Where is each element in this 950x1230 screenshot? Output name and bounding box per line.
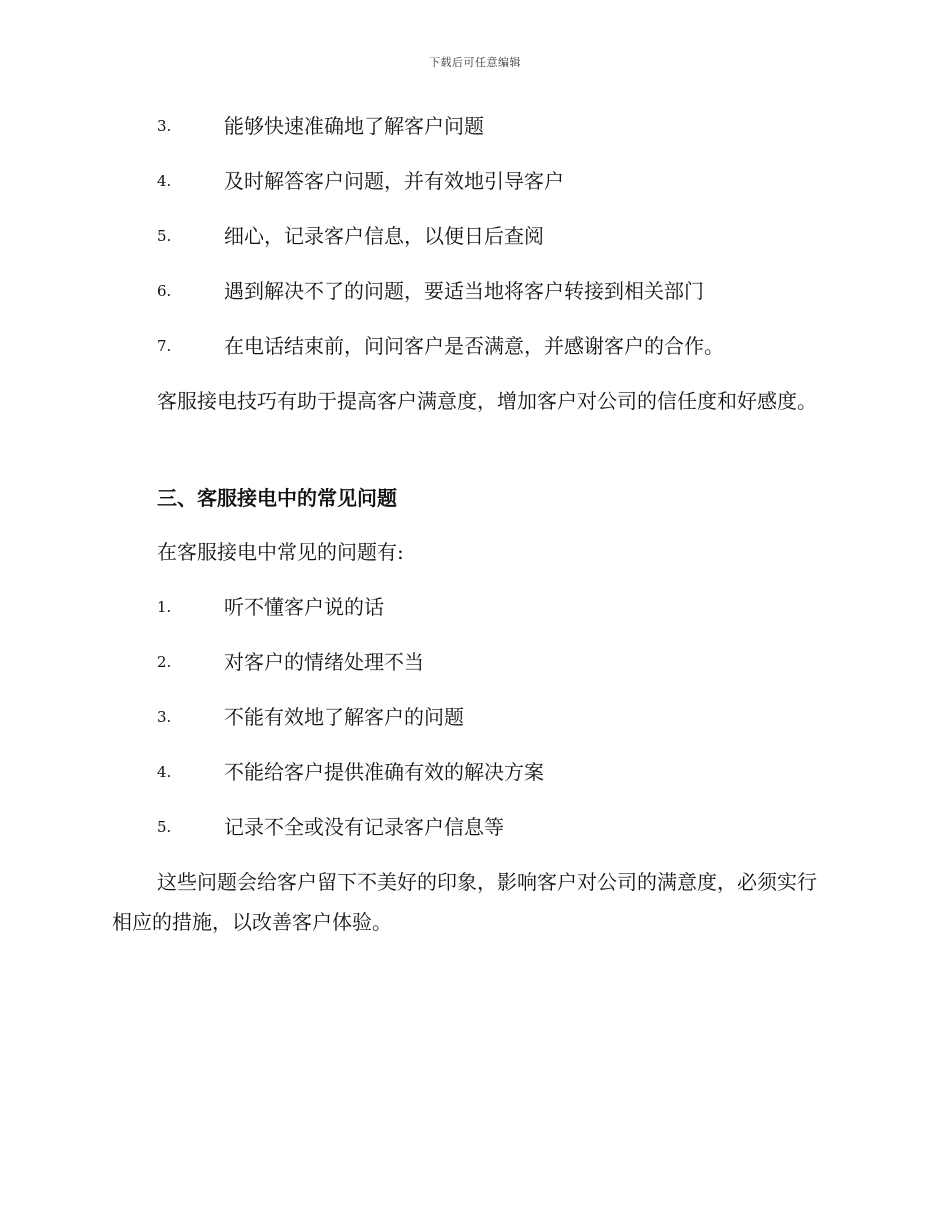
list-item-number: 3.	[157, 117, 172, 135]
list-item-number: 6.	[157, 282, 172, 300]
paragraph: 这些问题会给客户留下不美好的印象，影响客户对公司的满意度，必须实行相应的措施，以改善客户体验。	[112, 870, 817, 934]
list-item-number: 1.	[157, 598, 172, 616]
list-item	[157, 757, 544, 787]
list-item	[157, 111, 484, 141]
list-item-number: 5.	[157, 227, 172, 245]
list-item-number: 5.	[157, 818, 172, 836]
list-item	[157, 702, 464, 732]
list-item	[157, 331, 724, 361]
page-header: 下载后可任意编辑	[429, 56, 521, 69]
list-item-text: 不能给客户提供准确有效的解决方案	[224, 760, 544, 784]
section-heading: 三、客服接电中的常见问题	[157, 486, 397, 510]
list-item-text: 记录不全或没有记录客户信息等	[224, 815, 504, 839]
list-item-text: 在电话结束前，问问客户是否满意，并感谢客户的合作。	[224, 334, 724, 358]
list-item	[157, 166, 564, 196]
list-item-text: 及时解答客户问题，并有效地引导客户	[224, 169, 564, 193]
list-item-text: 对客户的情绪处理不当	[224, 650, 424, 674]
list-item-number: 7.	[157, 337, 172, 355]
list-item-number: 4.	[157, 172, 172, 190]
paragraph: 客服接电技巧有助于提高客户满意度，增加客户对公司的信任度和好感度。	[157, 389, 817, 413]
list-item-text: 能够快速准确地了解客户问题	[224, 114, 484, 138]
section-intro: 在客服接电中常见的问题有:	[157, 540, 404, 564]
list-item-text: 遇到解决不了的问题，要适当地将客户转接到相关部门	[224, 279, 704, 303]
list-item-number: 2.	[157, 653, 172, 671]
list-item-text: 听不懂客户说的话	[224, 595, 384, 619]
list-item	[157, 276, 704, 306]
list-item	[157, 647, 424, 677]
list-item-number: 3.	[157, 708, 172, 726]
list-item-number: 4.	[157, 763, 172, 781]
list-item	[157, 221, 544, 251]
list-item-text: 细心，记录客户信息，以便日后查阅	[224, 224, 544, 248]
list-item	[157, 812, 504, 842]
list-item-text: 不能有效地了解客户的问题	[224, 705, 464, 729]
list-item	[157, 592, 384, 622]
